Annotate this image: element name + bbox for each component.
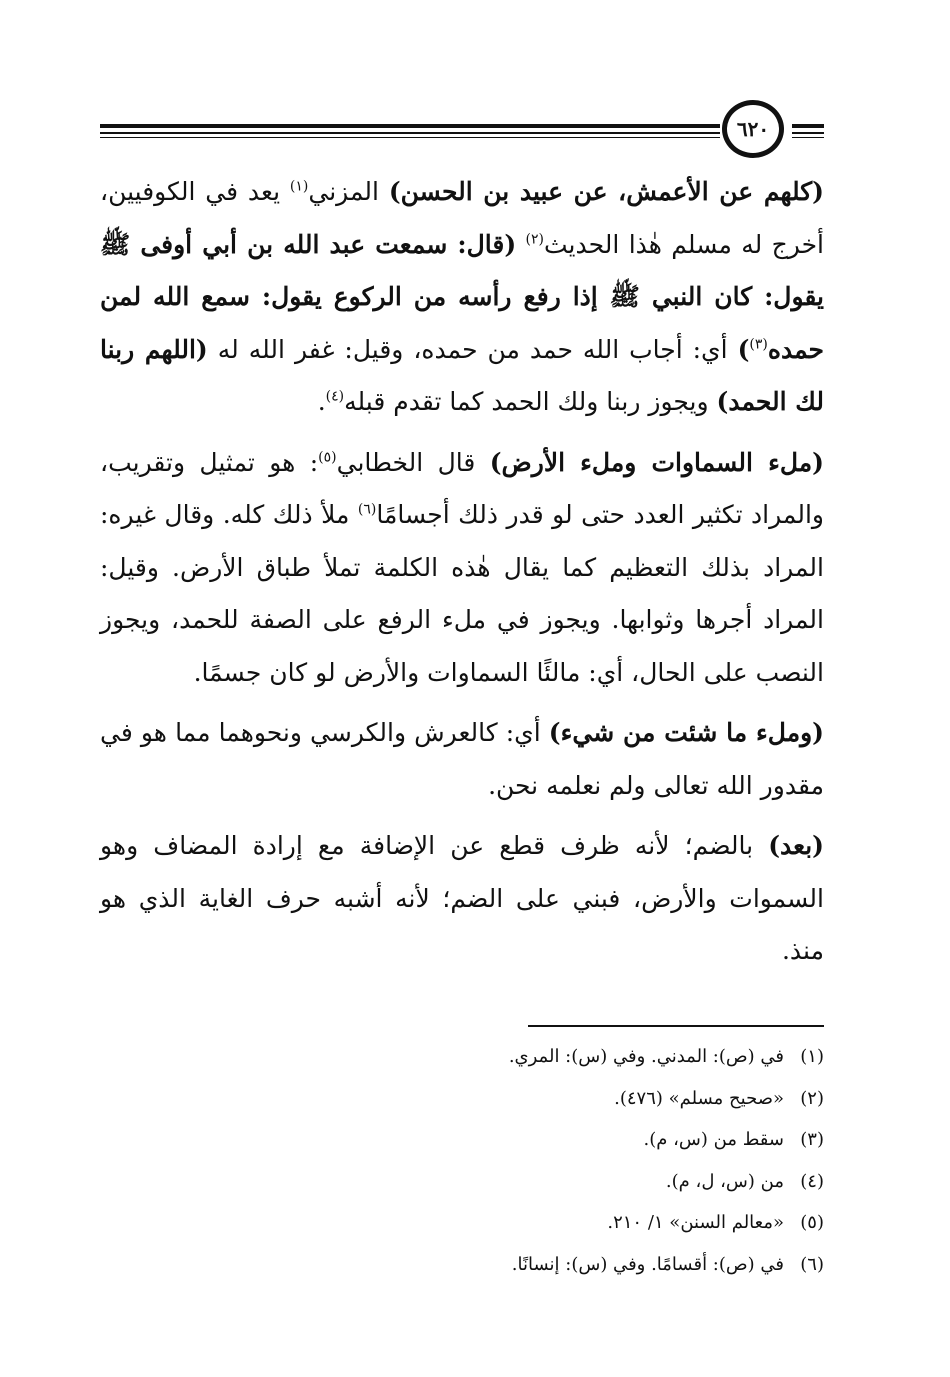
footnote-marker: (٥) [318, 449, 337, 466]
footnote-number: (٤) [800, 1170, 824, 1192]
footnote-text: في (ص): المدني. وفي (س): المري. [508, 1046, 784, 1067]
text-run: أي: أجاب الله حمد من حمده، وقيل: غفر الله له [207, 334, 738, 364]
text-run: ملأ ذلك كله. وقال غيره: المراد بذلك التعظيم كما يقال هٰذه الكلمة تملأ طباق الأرض. وقيل: المراد أجرها وثوابها. ويجوز في ملء الرفع على الصفة للحمد، ويجوز النصب على الحال، أي: مالئًا السماوات والأرض لو كان جسمًا. [100, 500, 824, 687]
text-run: بالضم؛ لأنه ظرف قطع عن الإضافة مع إرادة المضاف وهو السموات والأرض، فبني على الضم؛ لأنه أشبه حرف الغاية الذي هو منذ. [100, 831, 824, 965]
footnote-number: (٣) [800, 1129, 824, 1150]
text-run: ويجوز ربنا ولك الحمد كما تقدم قبله [344, 387, 717, 416]
footnote-marker: (١) [289, 178, 309, 195]
paragraph [100, 166, 824, 429]
page-number: ٦٢٠ [722, 100, 784, 158]
bold-text: (ملء السماوات وملء الأرض) [489, 447, 824, 477]
paragraph [100, 437, 824, 700]
header-rule [100, 132, 720, 134]
bold-text: (اللهم ربنا لك الحمد) [100, 334, 824, 416]
text-run: . [317, 387, 326, 416]
footnote-separator [528, 1025, 824, 1027]
footnote-text: «صحيح مسلم» (٤٧٦). [614, 1087, 784, 1109]
footnote-number: (٦) [800, 1253, 824, 1275]
bold-text: ) [737, 334, 750, 364]
footnote-item [100, 1244, 824, 1286]
footnote-number: (١) [800, 1046, 824, 1067]
footnote-number: (٥) [800, 1212, 824, 1233]
text-run: أي: كالعرش والكرسي ونحوهما مما هو في مقدور الله تعالى ولم نعلمه نحن. [100, 718, 824, 800]
bold-text: (كلهم عن الأعمش، عن عبيد بن الحسن) [388, 177, 824, 206]
header-rule [100, 137, 720, 138]
header-rule [100, 124, 720, 128]
text-run: يعد في الكوفيين، أخرج له مسلم هٰذا الحديث [100, 177, 824, 259]
footnote-marker: (٤) [325, 388, 345, 405]
header-rule [792, 124, 824, 128]
footnote-item [100, 1161, 824, 1203]
footnote-item [100, 1119, 824, 1161]
paragraph [100, 707, 824, 812]
footnote-number: (٢) [800, 1087, 824, 1109]
footnote-item [100, 1202, 824, 1244]
footnote-marker: (٢) [525, 231, 544, 248]
text-run [516, 230, 525, 259]
header-rule [792, 137, 824, 138]
bold-text: (وملء ما شئت من شيء) [548, 718, 825, 747]
footnote-text: من (س، ل، م). [665, 1170, 784, 1192]
header-rule [792, 132, 824, 134]
footnote-text: في (ص): أقسامًا. وفي (س): إنسانًا. [511, 1253, 784, 1275]
footnote-text: سقط من (س، م). [643, 1129, 784, 1150]
text-run: المزني [308, 177, 389, 206]
paragraph [100, 820, 824, 978]
bold-text: (بعد) [768, 831, 824, 860]
footnote-item [100, 1078, 824, 1120]
text-run: قال الخطابي [336, 447, 490, 477]
footnote-item [100, 1036, 824, 1078]
footnote-text: «معالم السنن» ١/ ٢١٠. [607, 1212, 784, 1233]
main-text [100, 166, 824, 978]
footnote-marker: (٦) [357, 501, 377, 518]
page-header [100, 98, 824, 164]
text-run: : هو تمثيل وتقريب، والمراد تكثير العدد حتى لو قدر ذلك أجسامًا [100, 447, 824, 529]
footnote-marker: (٣) [749, 336, 768, 353]
bold-text: (قال: سمعت عبد الله بن أبي أوفى ﷺ يقول: كان النبي ﷺ إذا رفع رأسه من الركوع يقول: سمع الله لمن حمده [100, 229, 825, 364]
footnotes [100, 1036, 824, 1285]
